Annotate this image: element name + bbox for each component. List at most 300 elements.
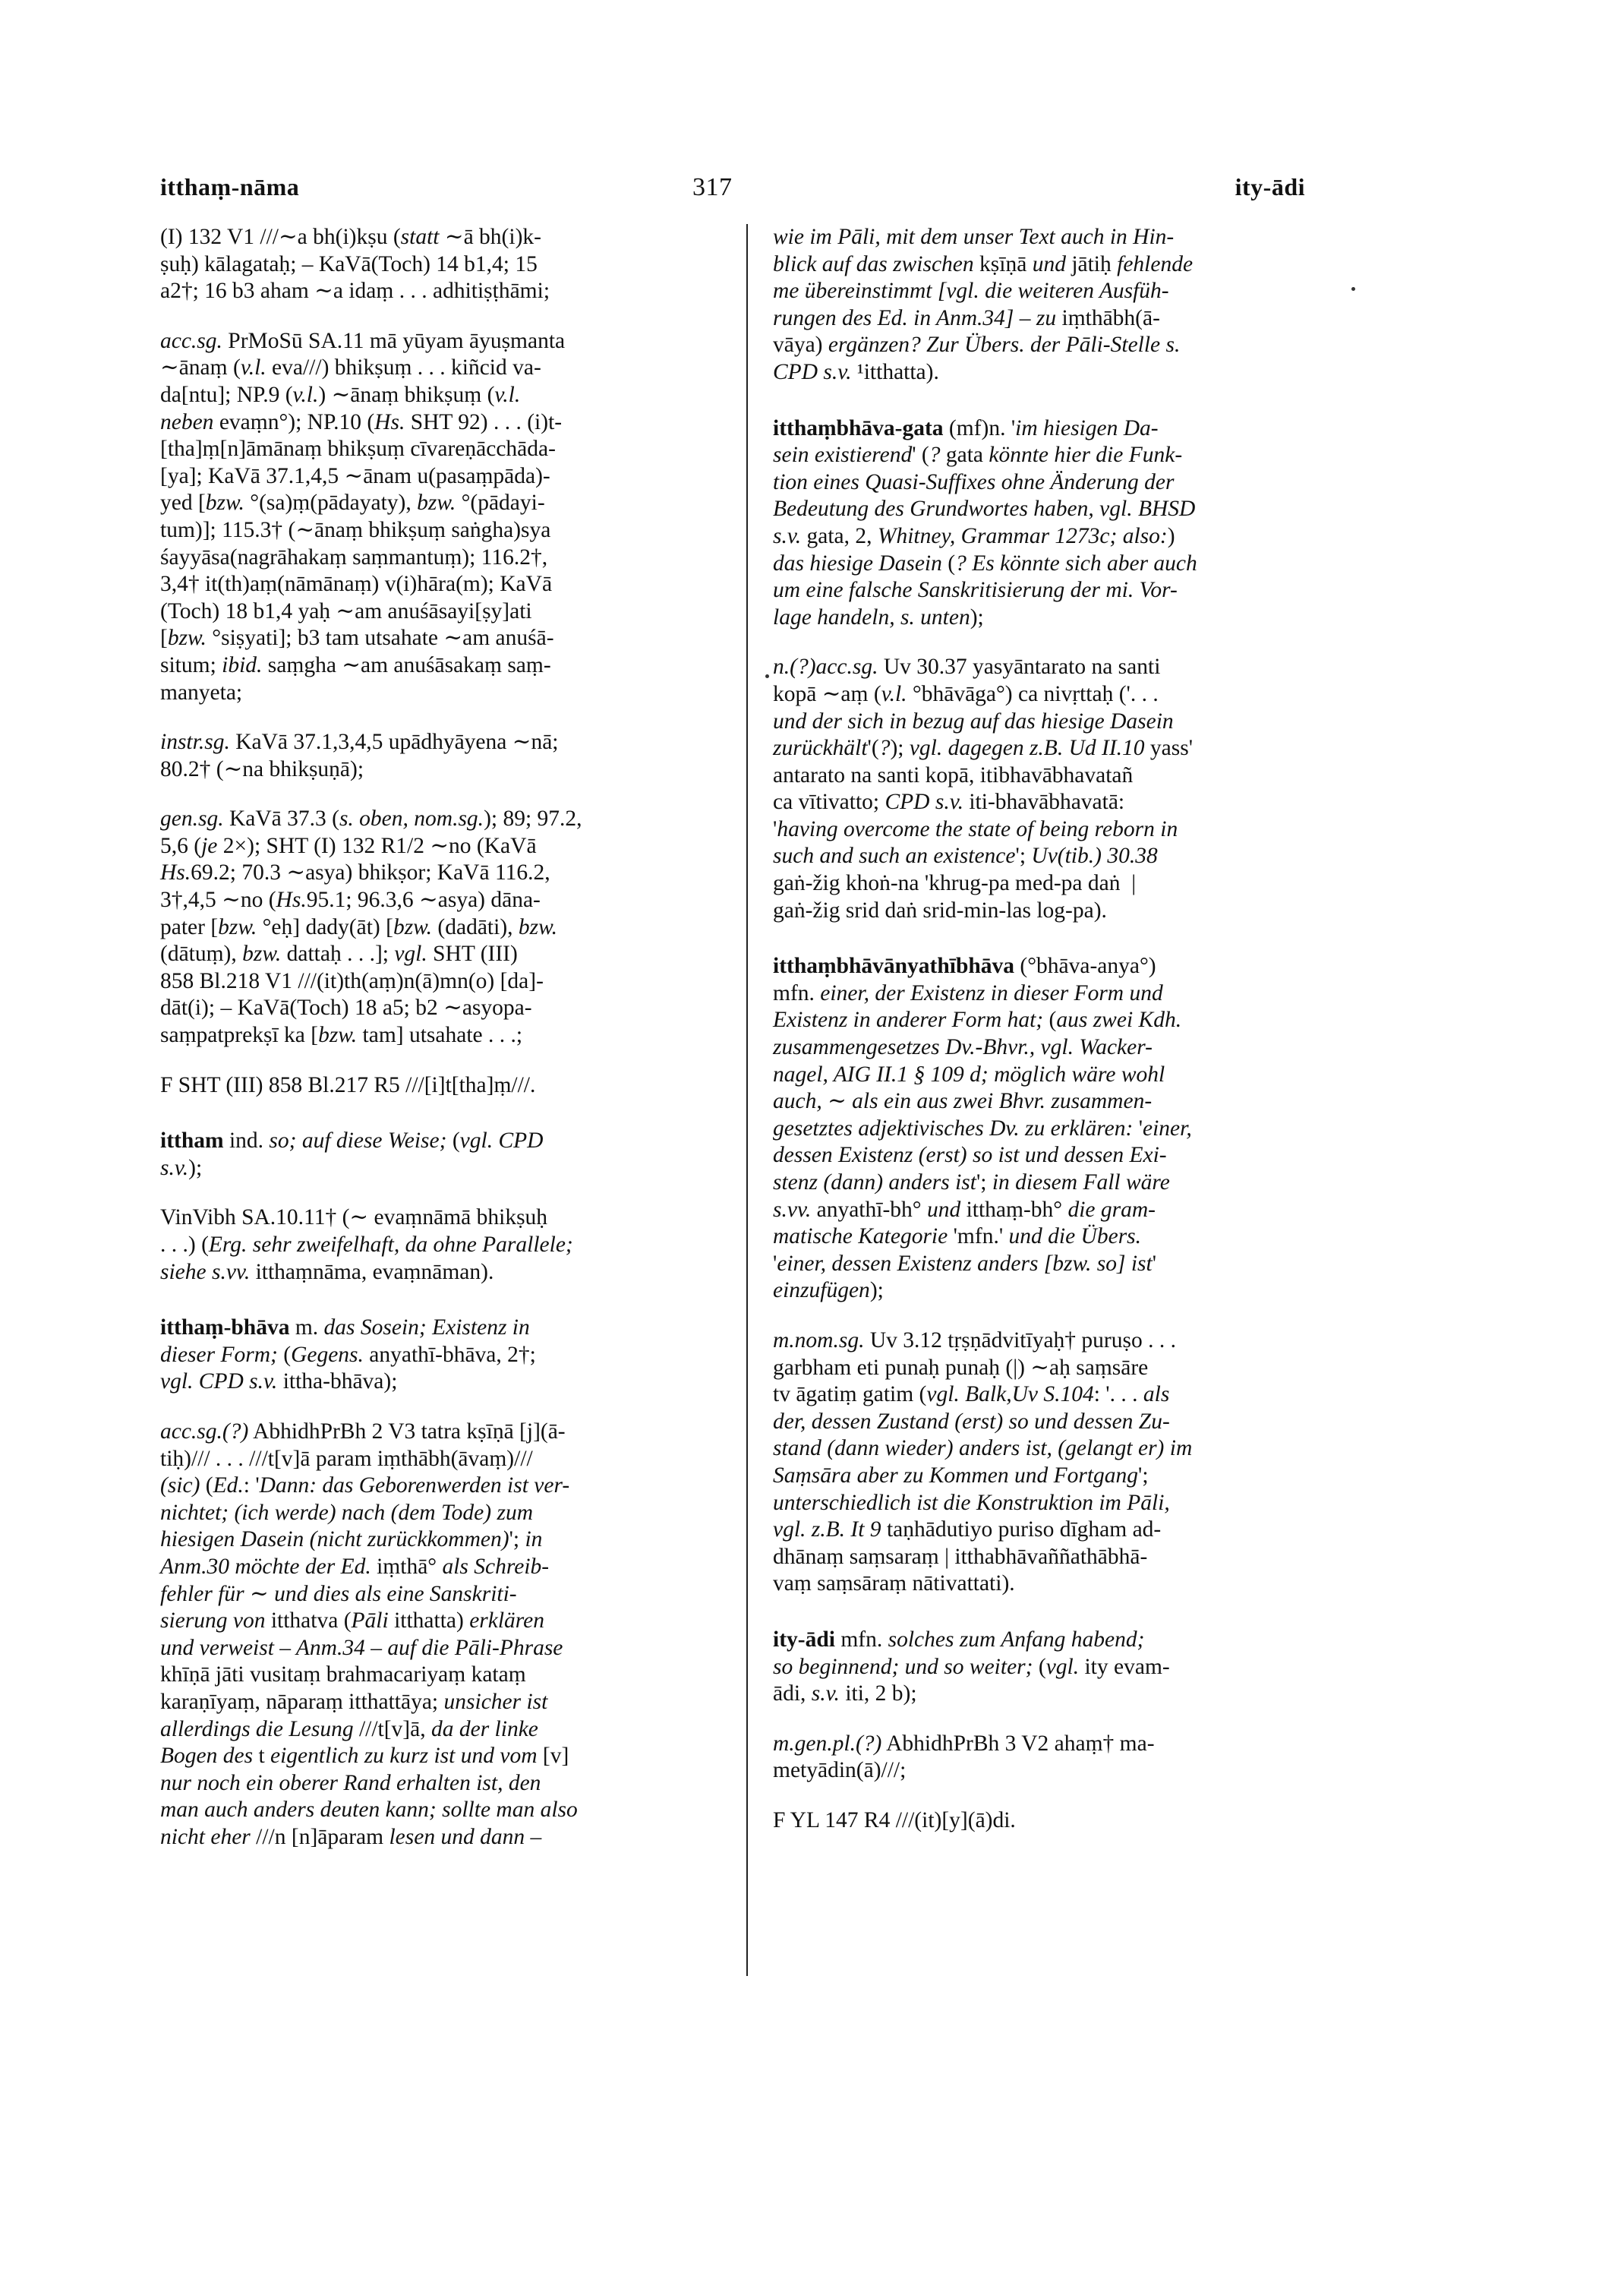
text-line [160, 1204, 726, 1232]
italic-text: Ed. [213, 1473, 244, 1498]
text-segment: – [1014, 305, 1036, 330]
text-segment: PrMoSū SA.11 mā yūyam āyuṣmanta [222, 328, 566, 353]
text-line [773, 735, 1306, 762]
text-line [773, 898, 1306, 925]
text-segment: taṇhādutiyo puriso dīgham ad- [881, 1517, 1162, 1542]
italic-text: und der sich in bezug auf das hiesige Dasein [773, 709, 1174, 734]
text-line [160, 652, 726, 680]
text-line [773, 1654, 1306, 1681]
italic-text: um eine falsche Sanskritisierung der mi. Vor- [773, 578, 1178, 603]
text-segment: [ya]; KaVā 37.1,4,5 ∼ānam u(pasaṃpāda)- [160, 463, 550, 488]
italic-text: s.vv. [773, 1197, 812, 1222]
text-segment: mfn. [773, 980, 821, 1005]
text-segment: '; [1015, 844, 1032, 869]
paragraph-gap [773, 631, 1306, 654]
text-segment: jātiḥ [1065, 251, 1118, 276]
text-line [160, 1072, 726, 1100]
italic-text: einer, [1143, 1116, 1192, 1141]
italic-text: me [773, 279, 799, 304]
text-line [773, 789, 1306, 816]
text-segment: vāya) [773, 333, 828, 358]
text-segment: F YL 147 R4 ///(it)[y](ā)di. [773, 1807, 1016, 1832]
text-line [773, 1757, 1306, 1785]
italic-text: Bogen des [160, 1744, 254, 1769]
italic-text: such and such an existence [773, 844, 1016, 869]
italic-text: nichtet; (ich werde) nach (dem Tode) zum [160, 1500, 533, 1525]
text-segment: 858 Bl.218 V1 ///(it)th(aṃ)n(ā)mn(o) [da]- [160, 968, 544, 993]
italic-text: vgl. Balk,Uv S.104 [926, 1382, 1094, 1407]
text-line [773, 1627, 1306, 1654]
italic-text: bzw. [393, 914, 433, 939]
italic-text: und [1032, 251, 1066, 276]
italic-text: übereinstimmt [vgl. die weiteren Ausfüh- [804, 279, 1169, 304]
text-segment: itthaṃnāma, evaṃnāman). [250, 1259, 494, 1284]
text-segment: (I) 132 V1 ///∼a bh(i)kṣu ( [160, 225, 401, 249]
italic-text: und die Übers. [1008, 1224, 1142, 1249]
italic-text: erklären [469, 1608, 545, 1633]
text-segment: [v] [537, 1744, 569, 1769]
text-line [160, 1716, 726, 1744]
right-column [773, 224, 1306, 1834]
text-line [160, 571, 726, 598]
text-line [160, 756, 726, 784]
italic-text: v.l. [240, 355, 266, 380]
italic-text: als [1143, 1382, 1170, 1407]
paragraph-gap [160, 783, 726, 806]
text-line [160, 941, 726, 968]
text-segment: °eḥ] dady(āt) [ [257, 914, 393, 939]
text-segment: dhānaṃ saṃsaraṃ | itthabhāvaññathābhā- [773, 1544, 1148, 1569]
italic-text: dessen Existenz (erst) so ist und dessen Exi- [773, 1143, 1167, 1168]
italic-text: lage handeln, s. unten [773, 604, 970, 630]
text-segment: '; [976, 1170, 992, 1195]
italic-text: so; auf diese Weise; [269, 1128, 447, 1154]
italic-text: sein existierend [773, 443, 913, 468]
text-segment: anyathī-bhāva, 2†; [363, 1342, 536, 1367]
text-line [773, 442, 1306, 469]
text-segment: Uv 30.37 yasyāntarato na santi [878, 655, 1161, 680]
text-line [160, 382, 726, 409]
text-line [773, 1731, 1306, 1758]
text-segment: ' ( [912, 443, 929, 468]
paragraph-gap [773, 1305, 1306, 1327]
text-segment: yed [ [160, 491, 206, 516]
running-header [0, 173, 1624, 204]
text-segment: AbhidhPrBh 2 V3 tatra kṣīṇā [j](ā- [248, 1419, 566, 1444]
text-segment: śayyāsa(nagrāhakaṃ saṃmantuṃ); 116.2†, [160, 544, 548, 570]
text-line [160, 490, 726, 517]
text-segment: tum)]; 115.3† (∼ānaṃ bhikṣuṃ saṅgha)sya [160, 517, 551, 542]
text-segment: garbham eti punaḥ punaḥ (|) ∼aḥ saṃsāre [773, 1355, 1149, 1380]
text-segment: ∼ānaṃ ( [160, 355, 241, 380]
text-line [773, 332, 1306, 359]
text-line [160, 833, 726, 860]
text-segment [799, 279, 804, 303]
italic-text: solches zum Anfang habend; [888, 1627, 1145, 1652]
text-segment: itthaṃ-bh° [960, 1197, 1068, 1222]
text-segment: ittha-bhāva); [277, 1369, 398, 1394]
italic-text: das hiesige Dasein [773, 551, 942, 576]
text-segment: 69.2; 70.3 ∼asya) bhikṣor; KaVā 116.2, [191, 860, 550, 885]
entry-headword: itthaṃbhāva-gata [773, 415, 944, 440]
text-segment: ( [200, 1473, 213, 1498]
text-line [773, 709, 1306, 736]
italic-text: könnte hier die Funk- [989, 443, 1183, 468]
text-line [160, 1419, 726, 1446]
text-line [773, 469, 1306, 497]
text-segment: manyeta; [160, 680, 243, 705]
italic-text: s.v. [160, 1155, 189, 1180]
text-line [773, 415, 1306, 443]
italic-text: Existenz in anderer Form hat; [773, 1008, 1044, 1033]
text-line [160, 1315, 726, 1342]
italic-text: unterschiedlich ist die Konstruktion im Pāli, [773, 1490, 1170, 1515]
text-segment: saṃgha ∼am anuśāsakaṃ saṃ- [262, 652, 551, 677]
text-line [160, 1608, 726, 1635]
text-segment: karaṇīyaṃ, nāparaṃ itthattāya; [160, 1689, 444, 1714]
text-line [773, 1034, 1306, 1062]
text-segment: ' [773, 816, 777, 841]
italic-text: auch, ∼ als ein aus zwei Bhvr. zusammen- [773, 1089, 1153, 1114]
paragraph-gap [773, 1708, 1306, 1731]
italic-text: der, dessen Zustand (erst) so und dessen Zu- [773, 1409, 1170, 1434]
text-line [160, 1473, 726, 1500]
text-segment: SHT 92) . . . (i)t- [405, 409, 563, 434]
italic-text: das Sosein; Existenz in [323, 1315, 530, 1340]
text-segment: ' [1133, 1116, 1143, 1141]
text-segment: iṃthā° [371, 1554, 443, 1579]
text-segment: °(sa)ṃ(pādayaty), [244, 491, 418, 516]
italic-text: da der linke [430, 1716, 538, 1741]
italic-text: bzw. [205, 491, 244, 516]
text-segment: anyathī-bh° [811, 1197, 927, 1222]
italic-text: stand (dann wieder) anders ist, (gelangt er) im [773, 1436, 1193, 1461]
text-segment: ∼ā bh(i)k- [439, 225, 541, 249]
text-line [160, 1689, 726, 1716]
paragraph-gap [160, 1286, 726, 1315]
text-line [773, 1463, 1306, 1490]
italic-text: man auch anders deuten kann; sollte man also [160, 1798, 578, 1823]
text-line [773, 1197, 1306, 1224]
text-line [160, 680, 726, 707]
italic-text: gen.sg. [160, 806, 224, 832]
text-segment: °siṣyati]; b3 tam utsahate ∼am anuśā- [206, 626, 554, 651]
italic-text: Uv(tib.) 30.38 [1031, 844, 1158, 869]
italic-text: ? [929, 443, 941, 468]
text-segment: ///t[v]ā, [353, 1716, 431, 1741]
italic-text: acc.sg.(?) [160, 1419, 249, 1444]
text-segment: tam] utsahate . . .; [357, 1023, 523, 1048]
text-segment: 2×); SHT (I) 132 R1/2 ∼no (KaVā [217, 833, 537, 858]
left-column [160, 224, 726, 1851]
italic-text: having overcome the state of being reborn in [777, 816, 1178, 841]
text-line [160, 1662, 726, 1689]
italic-text: vgl. CPD [459, 1128, 544, 1154]
text-line [773, 1169, 1306, 1197]
page-number: 317 [692, 173, 733, 201]
text-line [160, 1259, 726, 1286]
italic-text: allerdings die Lesung [160, 1716, 354, 1741]
column-divider [746, 224, 748, 1976]
text-line [160, 860, 726, 887]
text-segment: t [253, 1744, 271, 1769]
text-line [773, 1681, 1306, 1708]
text-line [773, 604, 1306, 632]
text-line [160, 598, 726, 626]
text-line [773, 1142, 1306, 1169]
text-line [773, 762, 1306, 790]
italic-text: unsicher ist [443, 1689, 548, 1714]
text-segment: pater [ [160, 914, 219, 939]
text-line [160, 355, 726, 382]
text-segment: ); 89; 97.2, [484, 806, 582, 832]
text-segment: ity evam- [1079, 1654, 1170, 1679]
italic-text: zurückhält [773, 736, 868, 761]
text-segment: [ [160, 626, 168, 651]
text-line [773, 577, 1306, 604]
text-segment: 95.1; 96.3,6 ∼asya) dāna- [306, 888, 541, 913]
italic-text: stenz (dann) anders ist [773, 1170, 976, 1195]
italic-text: v.l. [292, 382, 319, 407]
italic-text: dieser Form; [160, 1342, 278, 1367]
text-line [160, 1022, 726, 1050]
italic-text: zu [1036, 305, 1057, 330]
text-segment: m. [289, 1315, 324, 1340]
text-segment: khīṇā jāti vusitaṃ brahmacariyaṃ kataṃ [160, 1662, 526, 1687]
text-line [160, 1743, 726, 1770]
italic-text: instr.sg. [160, 730, 230, 755]
text-segment: ); [188, 1155, 203, 1180]
text-segment: 'mfn.' [948, 1224, 1009, 1249]
italic-text: siehe s.vv. [160, 1259, 251, 1284]
text-segment: 5,6 ( [160, 833, 202, 858]
text-line [160, 328, 726, 355]
text-line [773, 551, 1306, 578]
italic-text: ergänzen? Zur Übers. der Pāli-Stelle s. [828, 333, 1181, 358]
text-line [773, 496, 1306, 523]
italic-text: Hs. [374, 409, 405, 434]
text-line [773, 251, 1306, 279]
text-line [160, 1770, 726, 1798]
italic-text: bzw. [218, 914, 257, 939]
text-segment: situm; [160, 652, 222, 677]
text-segment: ' [1152, 1251, 1157, 1276]
text-line [160, 1155, 726, 1182]
italic-text: vgl. [394, 942, 427, 967]
text-line [160, 544, 726, 572]
text-segment: ind. [223, 1128, 270, 1154]
text-line [773, 523, 1306, 551]
italic-text: bzw. [167, 626, 207, 651]
text-segment: . . .) ( [160, 1233, 209, 1257]
text-segment: tv āgatiṃ gatim ( [773, 1382, 927, 1407]
text-line [773, 359, 1306, 387]
paragraph-gap [773, 387, 1306, 415]
text-segment: ( [277, 1342, 292, 1367]
text-line [773, 1807, 1306, 1835]
text-line [773, 843, 1306, 870]
italic-text: aus zwei Kdh. [1056, 1008, 1182, 1033]
italic-text: in [525, 1527, 543, 1552]
paragraph-gap [160, 706, 726, 729]
italic-text: m.gen.pl.(?) [773, 1731, 882, 1756]
italic-text: bzw. [318, 1023, 358, 1048]
text-line [160, 278, 726, 305]
italic-text: tion eines Quasi-Suffixes ohne Änderung der [773, 469, 1175, 494]
italic-text: Gegens. [291, 1342, 364, 1367]
italic-text: blick auf das zwischen [773, 251, 974, 276]
italic-text: Bedeutung des Grundwortes haben, vgl. BHSD [773, 497, 1196, 522]
italic-text: nur noch ein oberer Rand erhalten ist, den [160, 1770, 541, 1795]
italic-text: eigentlich zu kurz ist und vom [270, 1744, 538, 1769]
text-line [160, 1368, 726, 1396]
text-line [160, 409, 726, 437]
text-segment: KaVā 37.1,3,4,5 upādhyāyena ∼nā; [229, 730, 559, 755]
text-line [773, 1007, 1306, 1034]
text-line [160, 1526, 726, 1554]
text-line [773, 224, 1306, 251]
text-segment: iṃthābh(ā- [1056, 305, 1160, 330]
text-segment: ) [1167, 523, 1175, 548]
italic-text: Erg. sehr zweifelhaft, da ohne Parallele; [208, 1233, 573, 1257]
text-segment: °bhāvāga°) ca nivṛttaḥ ('. . . [907, 681, 1159, 706]
italic-text: einer, der Existenz in dieser Form und [820, 980, 1163, 1005]
text-segment: ca vītivatto; [773, 790, 885, 815]
italic-text: fehler für ∼ und dies als eine Sanskriti- [160, 1581, 517, 1606]
italic-text: Hs. [276, 888, 307, 913]
text-line [160, 1797, 726, 1824]
italic-text: gesetztes adjektivisches Dv. zu erklären: [773, 1116, 1134, 1141]
text-line [773, 654, 1306, 681]
text-segment: (mf)n. ' [943, 415, 1016, 440]
text-segment: da[ntu]; NP.9 ( [160, 382, 293, 407]
italic-text: m.nom.sg. [773, 1327, 865, 1353]
text-line [160, 1824, 726, 1851]
text-segment: AbhidhPrBh 3 V2 ahaṃ† ma- [881, 1731, 1155, 1756]
entry-headword: ittham [160, 1128, 224, 1154]
text-line [773, 305, 1306, 333]
text-segment: yass' [1144, 736, 1194, 761]
text-segment: [tha]ṃ[n]āmānaṃ bhikṣuṃ cīvareṇācchāda- [160, 437, 556, 462]
text-segment: gaṅ-žig khoṅ-na 'khrug-pa med-pa daṅ | [773, 871, 1137, 896]
text-segment: dattaḥ . . .]; [281, 942, 395, 967]
text-line [773, 1517, 1306, 1544]
text-segment: SHT (III) [427, 942, 518, 967]
text-segment: kṣīṇā [973, 251, 1033, 276]
text-segment: ///n [n]āparam [250, 1824, 389, 1849]
italic-text: ? Es könnte sich aber auch [955, 551, 1197, 576]
text-segment: '; [509, 1527, 525, 1552]
text-segment: a2†; 16 b3 aham ∼a idaṃ . . . adhitiṣṭhāmi; [160, 279, 550, 304]
text-segment: metyādin(ā)///; [773, 1758, 907, 1783]
italic-text: und verweist – Anm.34 – auf die Pāli-Phrase [160, 1635, 563, 1660]
text-segment: (dātuṃ), [160, 942, 243, 967]
text-segment: ṣuḥ) kālagataḥ; – KaVā(Toch) 14 b1,4; 15 [160, 251, 538, 276]
italic-text: im hiesigen Da- [1015, 415, 1159, 440]
text-line [160, 517, 726, 544]
text-line [773, 980, 1306, 1008]
italic-text: einzufügen [773, 1278, 870, 1303]
italic-text: lesen und dann [389, 1824, 525, 1849]
text-segment: antarato na santi kopā, itibhavābhavatañ [773, 762, 1134, 788]
text-line [773, 1544, 1306, 1571]
text-line [773, 1116, 1306, 1143]
text-segment: gata, 2, [801, 523, 878, 548]
italic-text: (sic) [160, 1473, 200, 1498]
text-line [160, 914, 726, 942]
italic-text: einer, dessen Existenz anders [bzw. so] ist [777, 1251, 1153, 1276]
text-segment: ); [890, 736, 910, 761]
paragraph-gap [160, 1099, 726, 1128]
text-segment: : ' [243, 1473, 260, 1498]
text-segment: ( [446, 1128, 460, 1154]
text-segment: F SHT (III) 858 Bl.217 R5 ///[i]t[tha]ṃ///. [160, 1072, 536, 1097]
italic-text: vgl. [1045, 1654, 1080, 1679]
italic-text: je [201, 833, 218, 858]
text-line [773, 1251, 1306, 1278]
text-segment: mfn. [834, 1627, 888, 1652]
text-line [773, 1277, 1306, 1305]
italic-text: in diesem Fall wäre [992, 1170, 1170, 1195]
header-right-headword: ity-ādi [1235, 173, 1305, 200]
text-segment: '( [867, 736, 879, 761]
text-line [773, 1381, 1306, 1409]
text-segment: : '. . . [1093, 1382, 1143, 1407]
text-segment: ' [773, 1251, 777, 1276]
text-line [773, 870, 1306, 898]
text-line [773, 1490, 1306, 1517]
text-segment: ); [869, 1278, 884, 1303]
text-line [160, 1581, 726, 1608]
italic-text: statt [400, 225, 440, 249]
text-segment: (°bhāva-anya°) [1014, 954, 1156, 979]
italic-text: CPD s.v. [773, 359, 852, 384]
text-line [773, 1435, 1306, 1463]
margin-mark [765, 674, 769, 678]
italic-text: nagel, AIG II.1 § 109 d; möglich wäre wohl [773, 1062, 1165, 1087]
paragraph-gap [160, 1050, 726, 1072]
text-line [160, 436, 726, 463]
entry-headword: ity-ādi [773, 1627, 835, 1652]
text-line [160, 224, 726, 251]
italic-text: zusammengesetzes Dv.-Bhvr., vgl. Wacker- [773, 1035, 1153, 1060]
italic-text: fehlende [1117, 251, 1194, 276]
text-segment: KaVā 37.3 ( [223, 806, 339, 832]
text-line [160, 625, 726, 652]
text-line [773, 681, 1306, 709]
italic-text: Anm.30 möchte der Ed. [160, 1554, 371, 1579]
text-segment: – [525, 1824, 542, 1849]
text-segment: gaṅ-žig srid daṅ srid-min-las log-pa). [773, 898, 1107, 923]
text-segment: itthatva ( [265, 1608, 352, 1633]
text-segment: Uv 3.12 tṛṣṇādvitīyaḥ† puruṣo . . . [864, 1327, 1176, 1353]
italic-text: Whitney, Grammar 1273c; also: [877, 523, 1168, 548]
text-line [773, 278, 1306, 305]
text-line [160, 1635, 726, 1662]
text-segment: '; [1138, 1463, 1149, 1488]
italic-text: rungen des Ed. in Anm.34] [773, 305, 1014, 330]
italic-text: acc.sg. [160, 328, 222, 353]
text-segment: ( [1033, 1654, 1046, 1679]
text-segment: dāt(i); – KaVā(Toch) 18 a5; b2 ∼asyopa- [160, 996, 532, 1021]
italic-text: vgl. dagegen z.B. Ud II.10 [909, 736, 1145, 761]
italic-text: Saṃsāra aber zu Kommen und Fortgang [773, 1463, 1139, 1488]
italic-text: s.v. [811, 1681, 840, 1706]
text-segment: °(pādayi- [456, 491, 545, 516]
italic-text: vgl. CPD s.v. [160, 1369, 278, 1394]
text-segment: 3,4† it(th)aṃ(nāmānaṃ) v(i)hāra(m); KaVā [160, 572, 553, 597]
paragraph-gap [773, 1598, 1306, 1627]
